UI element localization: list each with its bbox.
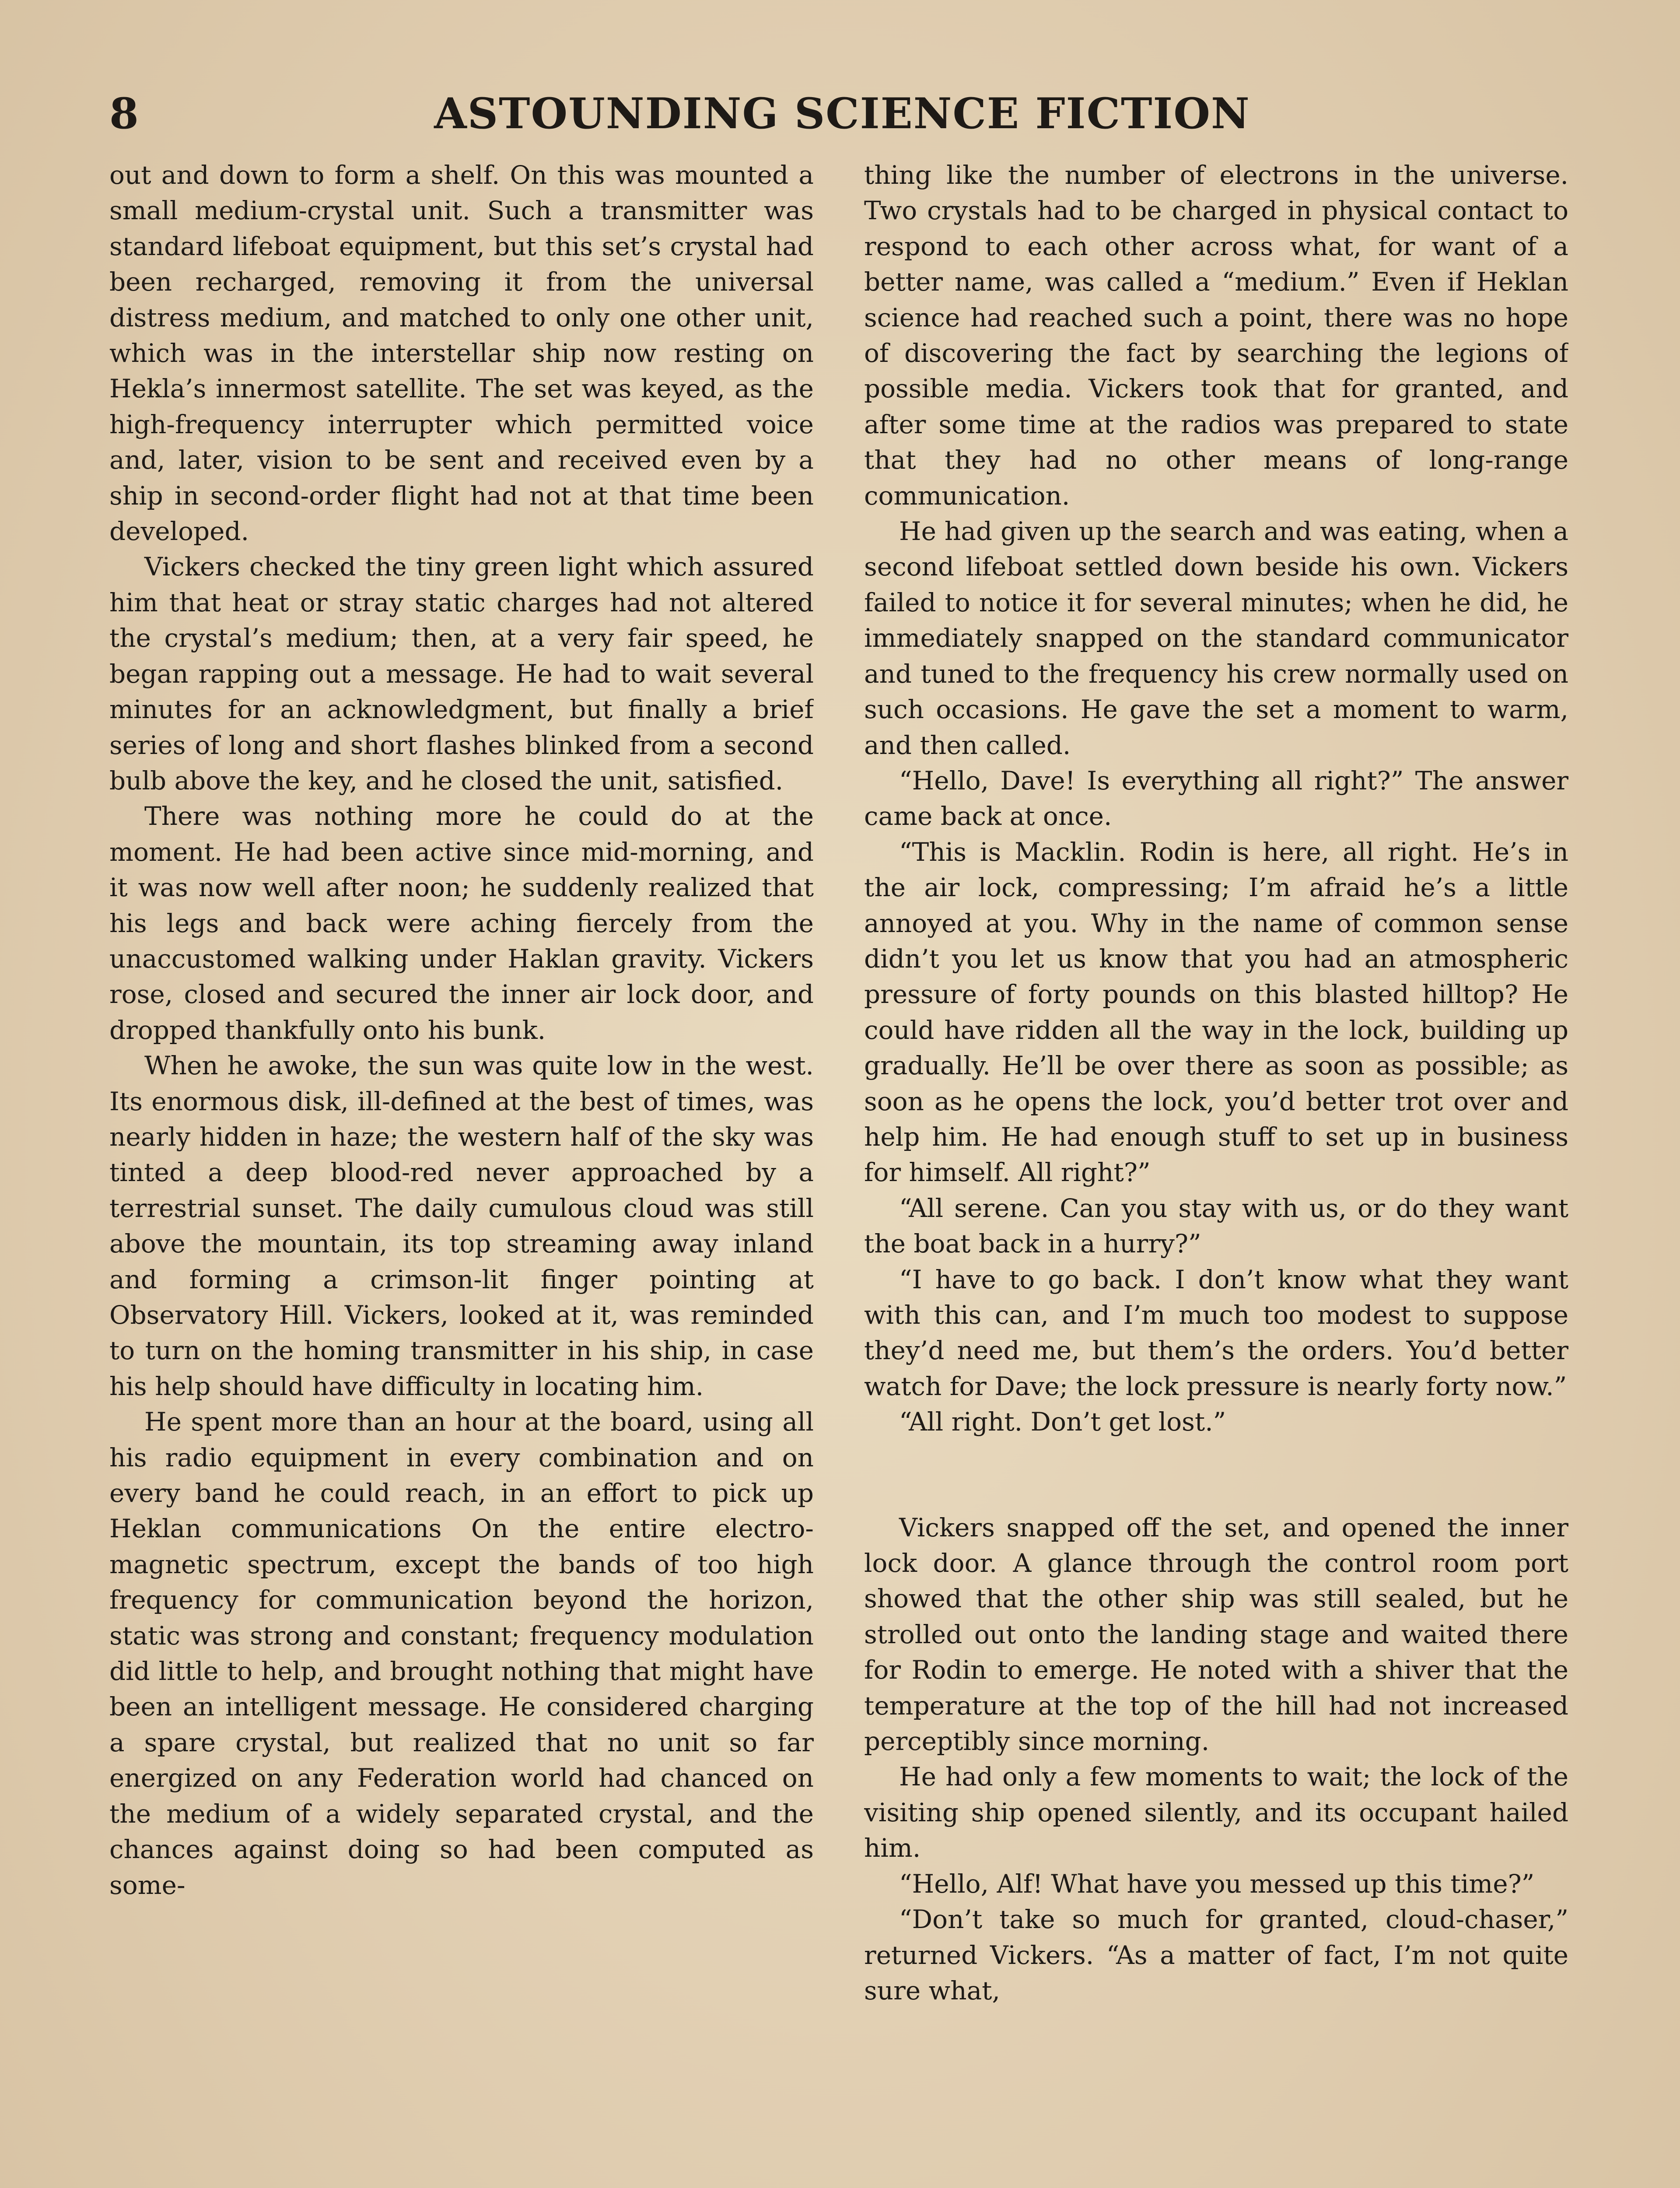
paragraph: thing like the number of electrons in the universe. Two crystals had to be charged in physical contact to respond to each other across what, for want of a better name, was called a “medium.” Even if Heklan science had reached such a point, there was no hope of discovering the fact by searching the legions of possible media. Vickers took that for granted, and after some time at the radios was prepared to state that they had no other means of long-range communication. (864, 160, 1568, 511)
paragraph: “This is Macklin. Rodin is here, all right. He’s in the air lock, compressing; I’m afraid he’s a little annoyed at you. Why in the name of common sense didn’t you let us know that you had an atmospheric pressure of forty pounds on this blasted hilltop? He could have ridden all the way in the lock, building up gradually. He’ll be over there as soon as possible; as soon as he opens the lock, you’d better trot over and help him. He had enough stuff to set up in business for himself. All right?” (864, 837, 1568, 1188)
paragraph: He spent more than an hour at the board, using all his radio equipment in every combination and on every band he could reach, in an effort to pick up Heklan communications On the entire electro-magnetic spectrum, except the bands of too high frequency for communication beyond the horizon, static was strong and constant; frequency modulation did little to help, and brought nothing that might have been an intelligent message. He considered charging a spare crystal, but realized that no unit so far energized on any Federation world had chanced on the medium of a widely separated crystal, and the chances against doing so had been computed as some- (109, 1407, 814, 1900)
page-number: 8 (109, 89, 139, 138)
paragraph: He had given up the search and was eating, when a second lifeboat settled down beside his own. Vickers failed to notice it for several minutes; when he did, he immediately snapped on the standard communicator and tuned to the frequency his crew normally used on such occasions. He gave the set a moment to warm, and then called. (864, 516, 1568, 760)
paragraph: There was nothing more he could do at the moment. He had been active since mid-morning, and it was now well after noon; he suddenly realized that his legs and back were aching fiercely from the unaccustomed walking under Haklan gravity. Vickers rose, closed and secured the inner air lock door, and dropped thankfully onto his bunk. (109, 801, 814, 1045)
paragraph: “All right. Don’t get lost.” (899, 1407, 1226, 1437)
left-column (109, 158, 814, 2188)
paragraph: “All serene. Can you stay with us, or do they want the boat back in a hurry?” (864, 1193, 1568, 1259)
paragraph: Vickers checked the tiny green light which assured him that heat or stray static charges had not altered the crystal’s medium; then, at a very fair speed, he began rapping out a message. He had to wait several minutes for an acknowledgment, but finally a brief series of long and short flashes blinked from a second bulb above the key, and he closed the unit, satisfied. (109, 552, 814, 796)
paragraph: out and down to form a shelf. On this was mounted a small medium-crystal unit. Such a transmitter was standard lifeboat equipment, but this set’s crystal had been recharged, removing it from the universal distress medium, and matched to only one other unit, which was in the interstellar ship now resting on Hekla’s innermost satellite. The set was keyed, as the high-frequency interrupter which permitted voice and, later, vision to be sent and received even by a ship in second-order flight had not at that time been developed. (109, 160, 814, 547)
page-header (109, 83, 1575, 144)
paragraph: “Hello, Dave! Is everything all right?” The answer came back at once. (864, 765, 1568, 831)
paragraph: When he awoke, the sun was quite low in the west. Its enormous disk, ill-defined at the best of times, was nearly hidden in haze; the western half of the sky was tinted a deep blood-red never approached by a terrestrial sunset. The daily cumulous cloud was still above the mountain, its top streaming away inland and forming a crimson-lit finger pointing at Observatory Hill. Vickers, looked at it, was reminded to turn on the homing transmitter in his ship, in case his help should have difficulty in locating him. (109, 1051, 814, 1401)
paragraph: “Hello, Alf! What have you messed up this time?” (899, 1869, 1535, 1899)
paragraph: “Don’t take so much for granted, cloud-chaser,” returned Vickers. “As a matter of fact, I’m not quite sure what, (864, 1904, 1568, 2006)
paragraph: Vickers snapped off the set, and opened the inner lock door. A glance through the control room port showed that the other ship was still sealed, but he strolled out onto the landing stage and waited there for Rodin to emerge. He noted with a shiver that the temperature at the top of the hill had not increased perceptibly since morning. (864, 1512, 1568, 1757)
paragraph: He had only a few moments to wait; the lock of the visiting ship opened silently, and its occupant hailed him. (864, 1762, 1568, 1863)
running-title: ASTOUNDING SCIENCE FICTION (434, 89, 1250, 138)
paragraph: “I have to go back. I don’t know what they want with this can, and I’m much too modest to suppose they’d need me, but them’s the orders. You’d better watch for Dave; the lock pressure is nearly forty now.” (864, 1264, 1568, 1401)
right-column (864, 158, 1568, 2188)
